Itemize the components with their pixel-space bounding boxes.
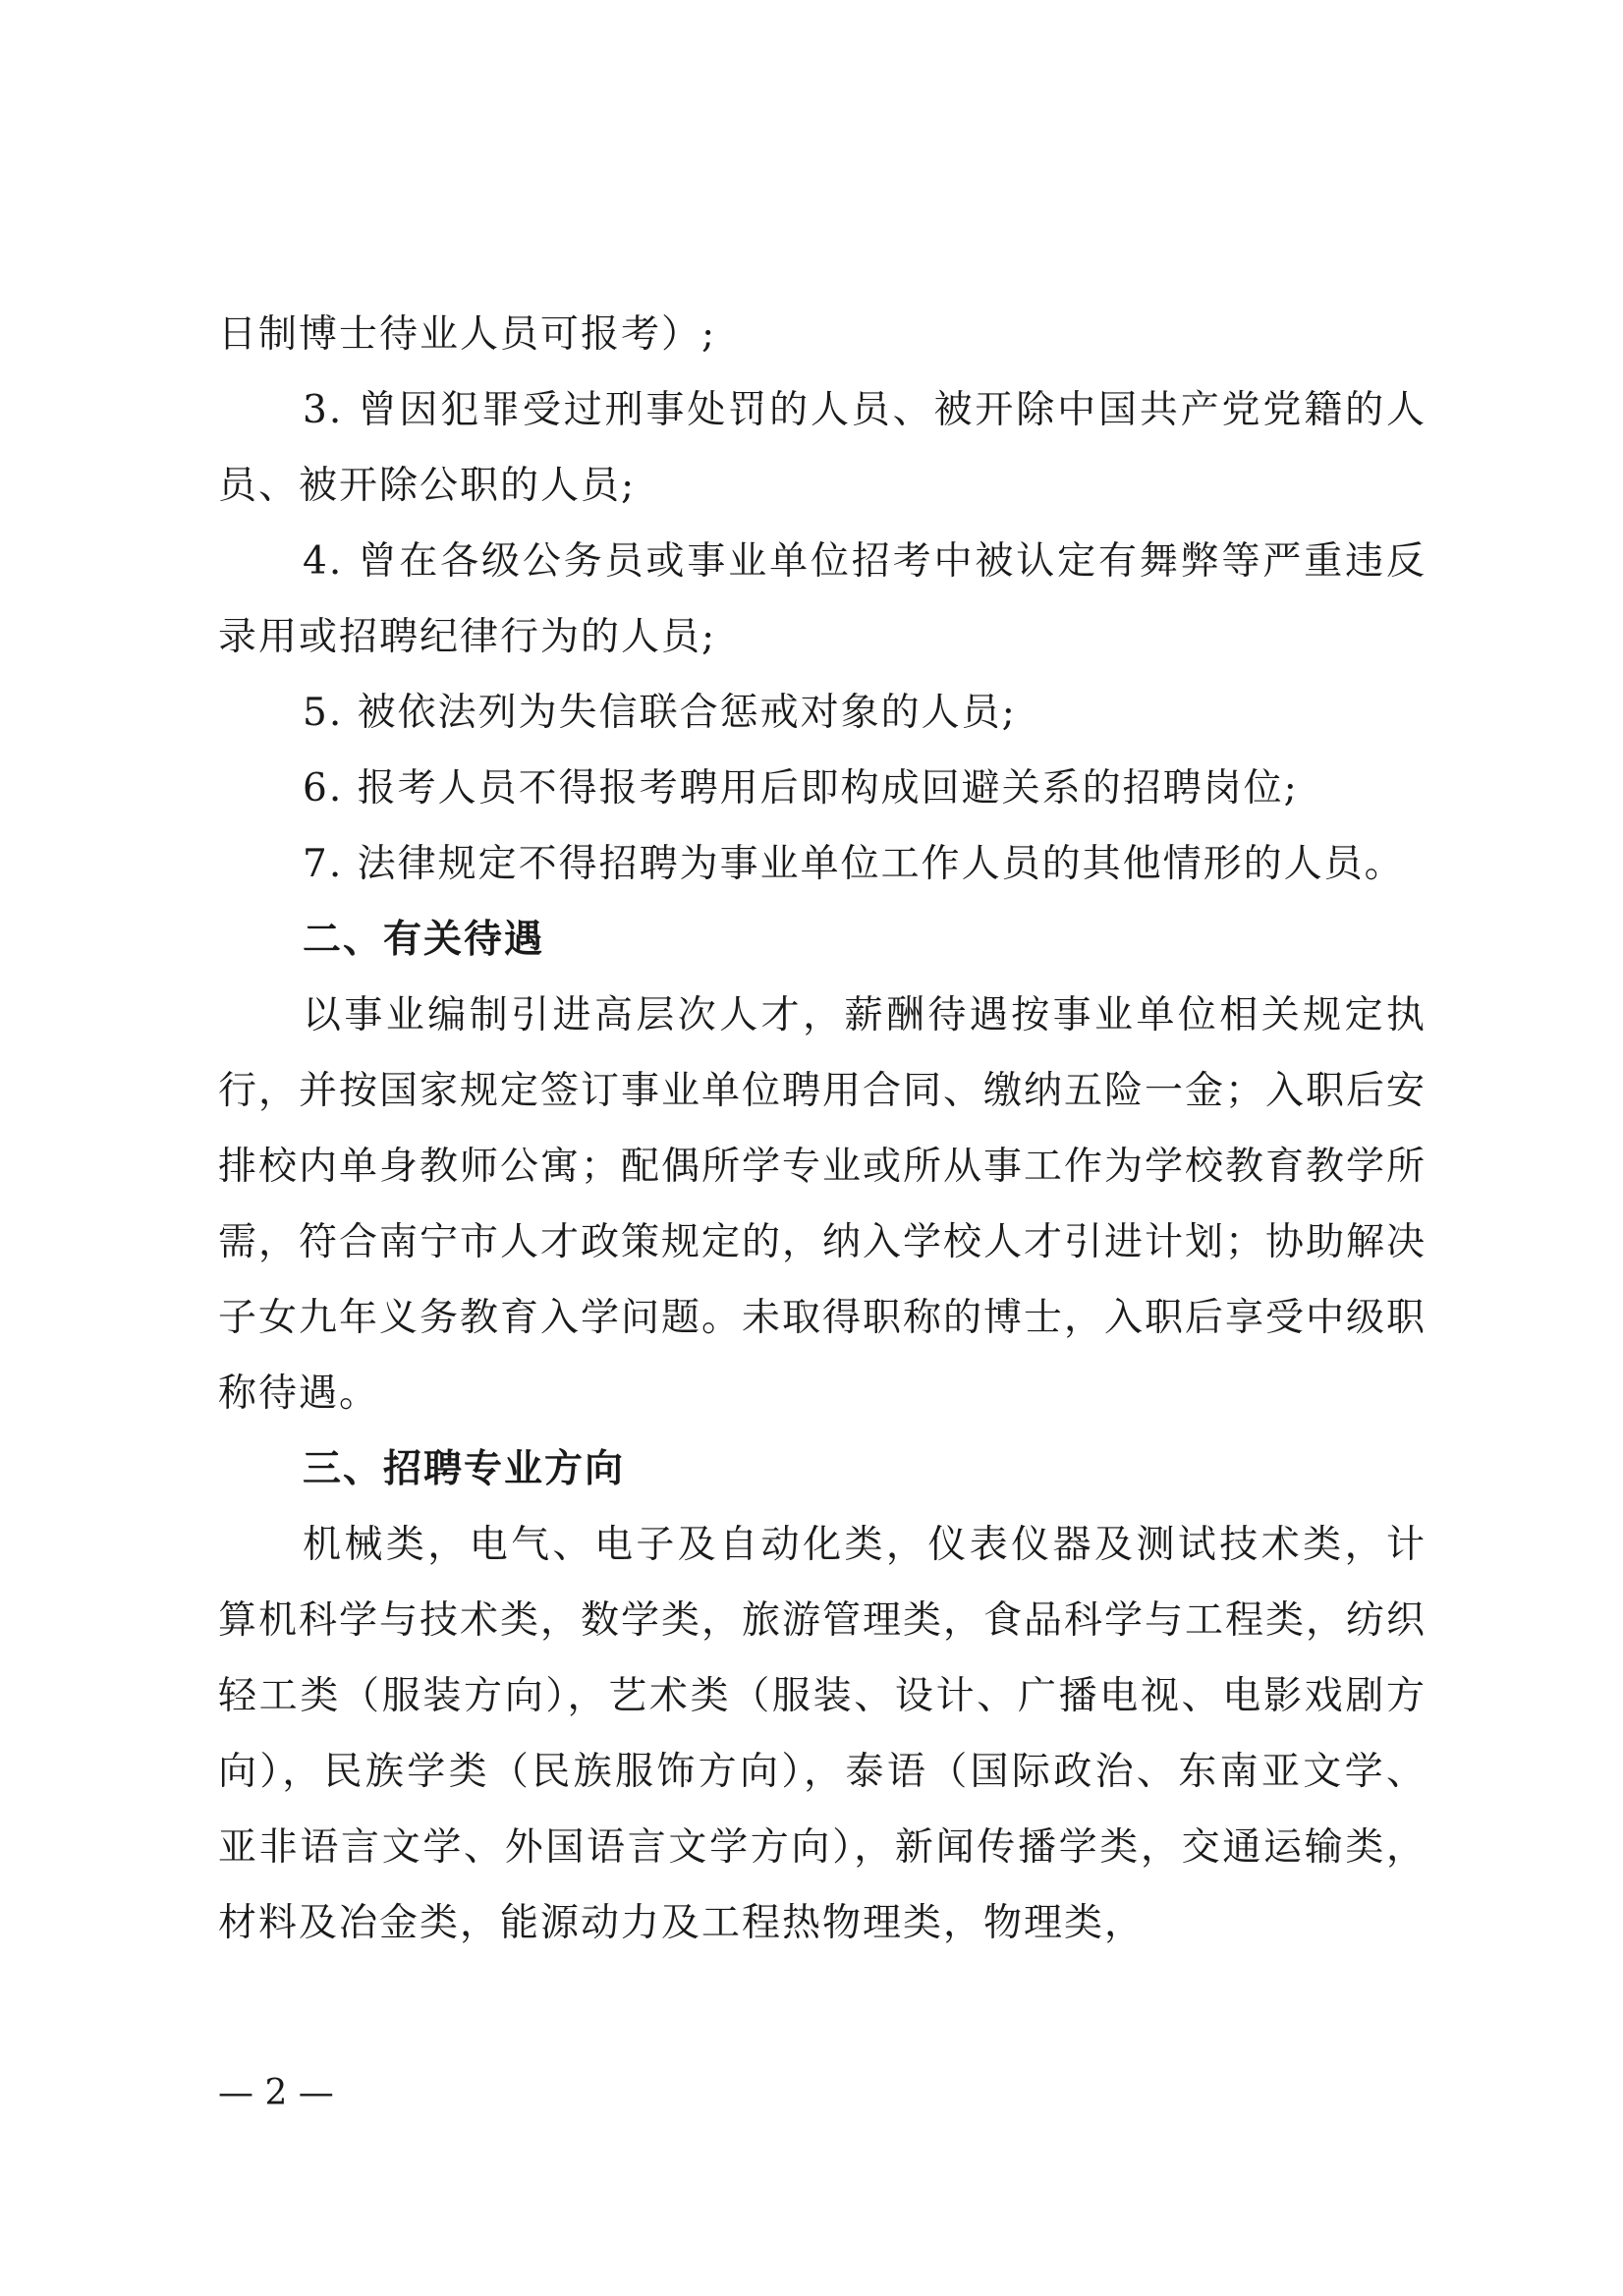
paragraph-item-4: 4. 曾在各级公务员或事业单位招考中被认定有舞弊等严重违反录用或招聘纪律行为的人员;	[218, 539, 1427, 659]
section-heading-majors: 三、招聘专业方向	[303, 1447, 626, 1491]
paragraph-item-6: 6. 报考人员不得报考聘用后即构成回避关系的招聘岗位;	[303, 766, 1299, 811]
paragraph-item-7: 7. 法律规定不得招聘为事业单位工作人员的其他情形的人员。	[303, 842, 1405, 886]
paragraph-item-5: 5. 被依法列为失信联合惩戒对象的人员;	[303, 691, 1017, 735]
section-heading-benefits: 二、有关待遇	[303, 918, 545, 962]
paragraph-continuation: 日制博士待业人员可报考）;	[218, 312, 717, 357]
paragraph-item-3: 3. 曾因犯罪受过刑事处罚的人员、被开除中国共产党党籍的人员、被开除公职的人员;	[218, 388, 1427, 508]
paragraph-benefits: 以事业编制引进高层次人才，薪酬待遇按事业单位相关规定执行，并按国家规定签订事业单位聘用合同、缴纳五险一金；入职后安排校内单身教师公寓；配偶所学专业或所从事工作为学校教育教学所需，符合南宁市人才政策规定的，纳入学校人才引进计划；协助解决子女九年义务教育入学问题。未取得职称的博士，入职后享受中级职称待遇。	[218, 993, 1427, 1416]
page-number: — 2 —	[218, 2073, 334, 2113]
paragraph-majors: 机械类，电气、电子及自动化类，仪表仪器及测试技术类，计算机科学与技术类，数学类，旅游管理类，食品科学与工程类，纺织轻工类（服装方向），艺术类（服装、设计、广播电视、电影戏剧方向），民族学类（民族服饰方向），泰语（国际政治、东南亚文学、亚非语言文学、外国语言文学方向），新闻传播学类，交通运输类，材料及冶金类，能源动力及工程热物理类，物理类，	[218, 1523, 1427, 1945]
document-body	[218, 297, 1427, 1961]
